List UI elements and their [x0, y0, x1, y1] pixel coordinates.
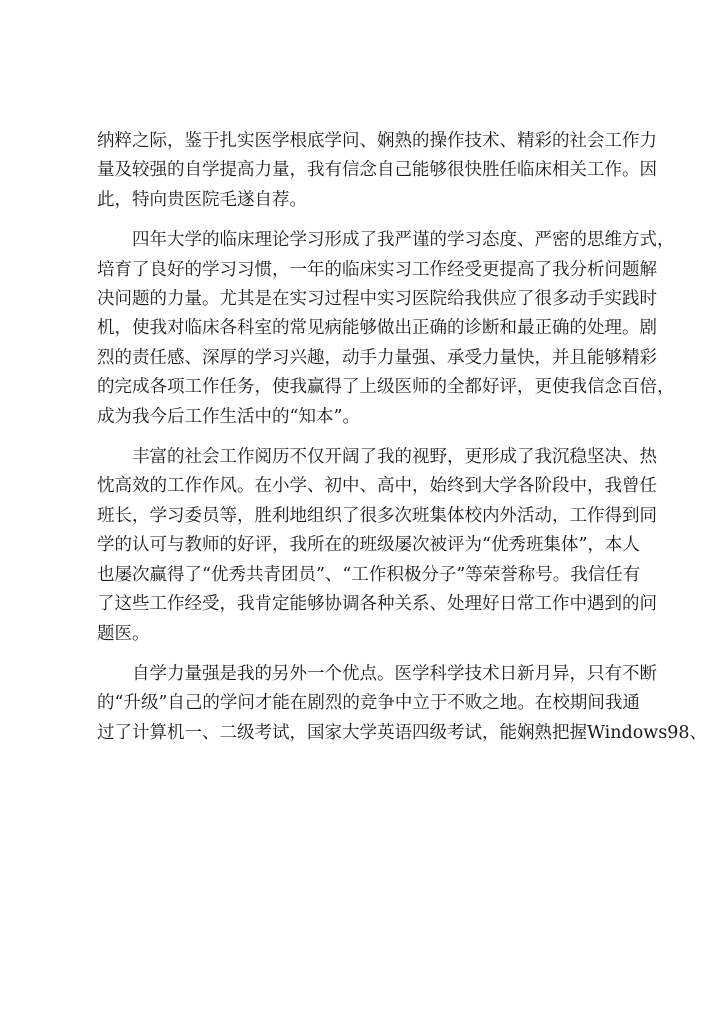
- paragraph: [97, 443, 657, 649]
- document-body: [97, 127, 708, 759]
- paragraph-line: 学的认可与教师的好评，我所在的班级屡次被评为“优秀班集体”，本人: [97, 535, 640, 556]
- paragraph-line: 量及较强的自学提高力量，我有信念自己能够很快胜任临床相关工作。因: [97, 160, 657, 181]
- paragraph: [97, 660, 708, 748]
- paragraph-line: 丰富的社会工作阅历不仅开阔了我的视野，更形成了我沉稳坚决、热: [132, 447, 657, 468]
- paragraph-line: 烈的责任感、深厚的学习兴趣，动手力量强、承受力量快，并且能够精彩: [97, 347, 657, 368]
- paragraph-line: 此，特向贵医院毛遂自荐。: [97, 189, 307, 210]
- paragraph-line: 培育了良好的学习习惯，一年的临床实习工作经受更提高了我分析问题解: [97, 259, 657, 280]
- paragraph-line: 自学力量强是我的另外一个优点。医学科学技术日新月异，只有不断: [132, 663, 657, 684]
- paragraph-line: 过了计算机一、二级考试，国家大学英语四级考试，能娴熟把握Windows98、: [97, 722, 708, 743]
- paragraph-line: 的完成各项工作任务，使我赢得了上级医师的全都好评，更使我信念百倍，: [97, 377, 675, 398]
- paragraph-line: 的“升级”自己的学问才能在剧烈的竞争中立于不败之地。在校期间我通: [97, 693, 640, 714]
- paragraph-line: 也屡次赢得了“优秀共青团员”、“工作积极分子”等荣誉称号。我信任有: [97, 564, 641, 585]
- paragraph-line: 班长，学习委员等，胜利地组织了很多次班集体校内外活动，工作得到同: [97, 505, 657, 526]
- paragraph-line: 四年大学的临床理论学习形成了我严谨的学习态度、严密的思维方式，: [132, 230, 675, 251]
- paragraph-line: 成为我今后工作生活中的“知本”。: [97, 406, 360, 427]
- paragraph: [97, 127, 657, 215]
- paragraph-line: 忱高效的工作作风。在小学、初中、高中，始终到大学各阶段中，我曾任: [97, 476, 657, 497]
- paragraph: [97, 226, 675, 432]
- paragraph-line: 纳粹之际，鉴于扎实医学根底学问、娴熟的操作技术、精彩的社会工作力: [97, 131, 657, 151]
- paragraph-line: 机，使我对临床各科室的常见病能够做出正确的诊断和最正确的处理。剧: [97, 318, 657, 339]
- paragraph-line: 题医。: [97, 623, 150, 644]
- paragraph-line: 了这些工作经受，我肯定能够协调各种关系、处理好日常工作中遇到的问: [97, 594, 657, 615]
- paragraph-line: 决问题的力量。尤其是在实习过程中实习医院给我供应了很多动手实践时: [97, 289, 657, 310]
